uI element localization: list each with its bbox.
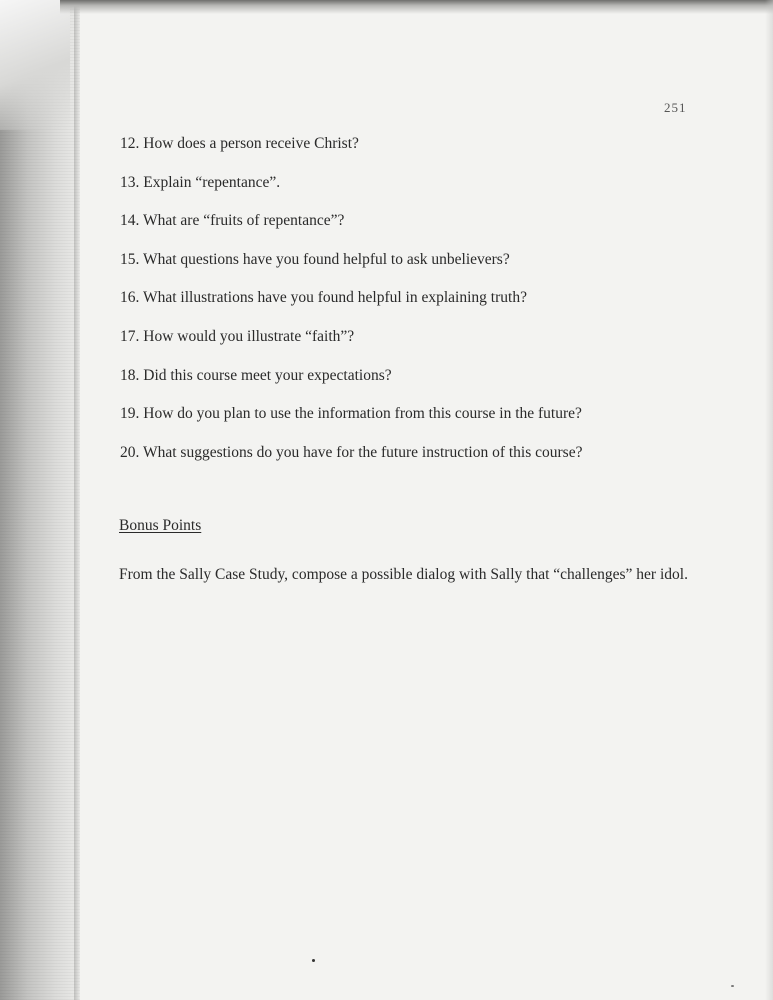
- question-20: 20. What suggestions do you have for the future instruction of this course?: [120, 443, 583, 461]
- scan-page-corner: [0, 0, 70, 130]
- question-list: [120, 133, 740, 480]
- question-12: 12. How does a person receive Christ?: [120, 135, 359, 152]
- scan-gutter-shadow: [0, 0, 80, 1000]
- scan-top-edge: [60, 0, 773, 14]
- scan-right-edge: [765, 0, 773, 1000]
- bonus-heading: Bonus Points: [119, 517, 202, 534]
- question-17: 17. How would you illustrate “faith”?: [120, 327, 355, 345]
- scan-speck: [731, 985, 734, 987]
- question-15: 15. What questions have you found helpful to ask unbelievers?: [120, 250, 510, 268]
- scan-speck: [312, 959, 315, 962]
- question-13: 13. Explain “repentance”.: [120, 173, 281, 191]
- bonus-body: From the Sally Case Study, compose a possible dialog with Sally that “challenges” her idol.: [119, 566, 688, 583]
- question-19: 19. How do you plan to use the information from this course in the future?: [120, 405, 582, 423]
- question-14: 14. What are “fruits of repentance”?: [120, 212, 345, 230]
- question-16: 16. What illustrations have you found helpful in explaining truth?: [120, 289, 527, 307]
- page-number: 251: [664, 100, 687, 115]
- scan-gutter-edge: [74, 0, 80, 1000]
- question-18: 18. Did this course meet your expectations?: [120, 366, 392, 384]
